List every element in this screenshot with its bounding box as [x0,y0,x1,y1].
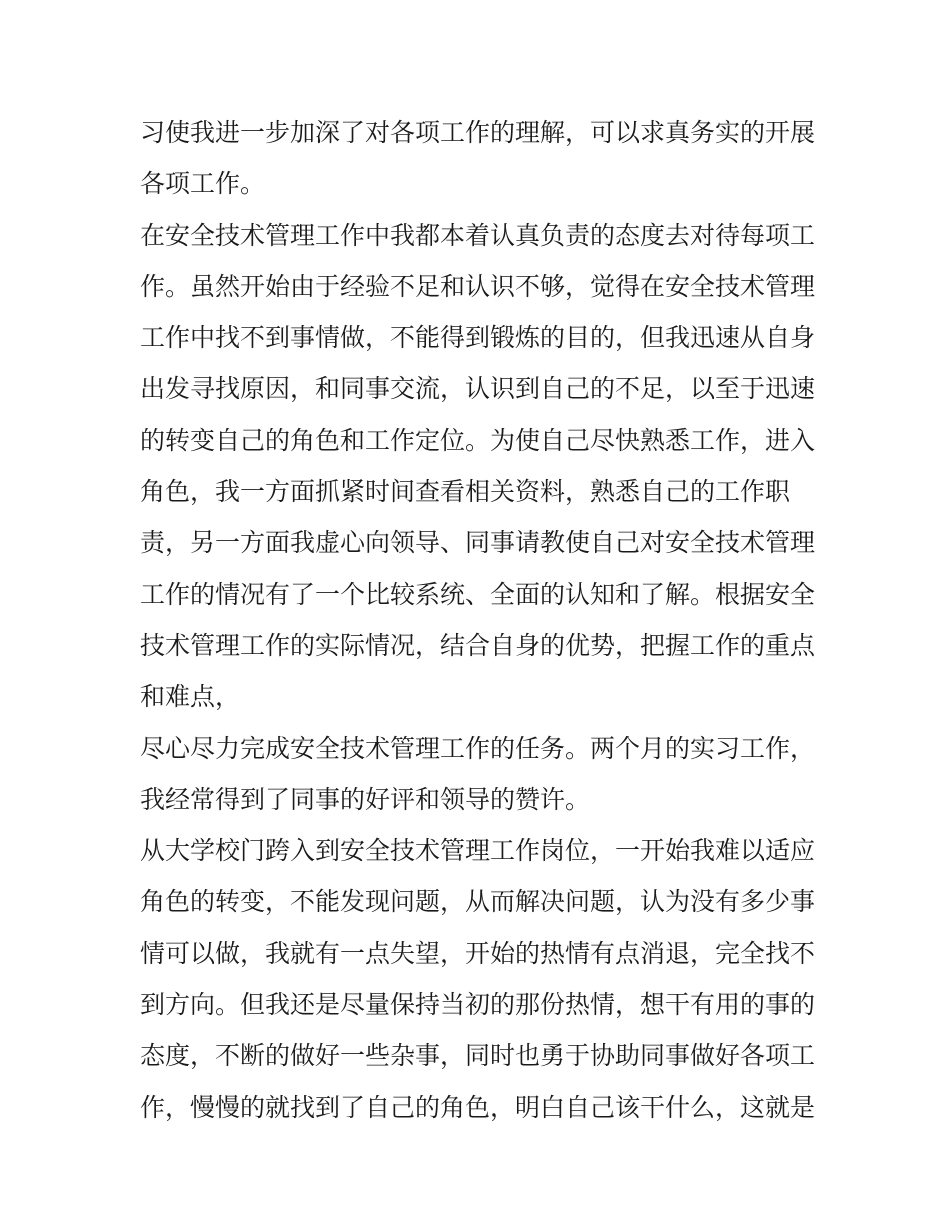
text-line: 情可以做，我就有一点失望，开始的热情有点消退，完全找不 [140,938,816,968]
text-line: 出发寻找原因，和同事交流，认识到自己的不足，以至于迅速 [140,374,816,404]
text-line: 角色，我一方面抓紧时间查看相关资料，熟悉自己的工作职 [140,477,791,507]
text-line: 的转变自己的角色和工作定位。为使自己尽快熟悉工作，进入 [140,425,816,455]
text-line: 工作中找不到事情做，不能得到锻炼的目的，但我迅速从自身 [140,323,816,353]
text-line: 在安全技术管理工作中我都本着认真负责的态度去对待每项工 [140,220,816,250]
text-line: 角色的转变，不能发现问题，从而解决问题，认为没有多少事 [140,887,816,917]
text-line: 工作的情况有了一个比较系统、全面的认知和了解。根据安全 [140,579,816,609]
text-line: 从大学校门跨入到安全技术管理工作岗位，一开始我难以适应 [140,836,816,866]
text-line: 习使我进一步加深了对各项工作的理解，可以求真务实的开展 [140,118,816,147]
text-line: 到方向。但我还是尽量保持当初的那份热情，想干有用的事的 [140,990,816,1020]
text-line: 和难点， [140,682,241,712]
text-line: 态度，不断的做好一些杂事，同时也勇于协助同事做好各项工 [140,1041,816,1071]
text-line: 作。虽然开始由于经验不足和认识不够，觉得在安全技术管理 [140,271,816,301]
text-line: 各项工作。 [140,169,266,199]
text-line: 作，慢慢的就找到了自己的角色，明白自己该干什么，这就是 [140,1092,816,1122]
body-text [140,107,820,1133]
text-line: 我经常得到了同事的好评和领导的赞许。 [140,784,591,814]
text-line: 尽心尽力完成安全技术管理工作的任务。两个月的实习工作， [140,733,816,763]
text-line: 技术管理工作的实际情况，结合自身的优势，把握工作的重点 [140,630,816,660]
text-line: 责，另一方面我虚心向领导、同事请教使自己对安全技术管理 [140,528,816,558]
